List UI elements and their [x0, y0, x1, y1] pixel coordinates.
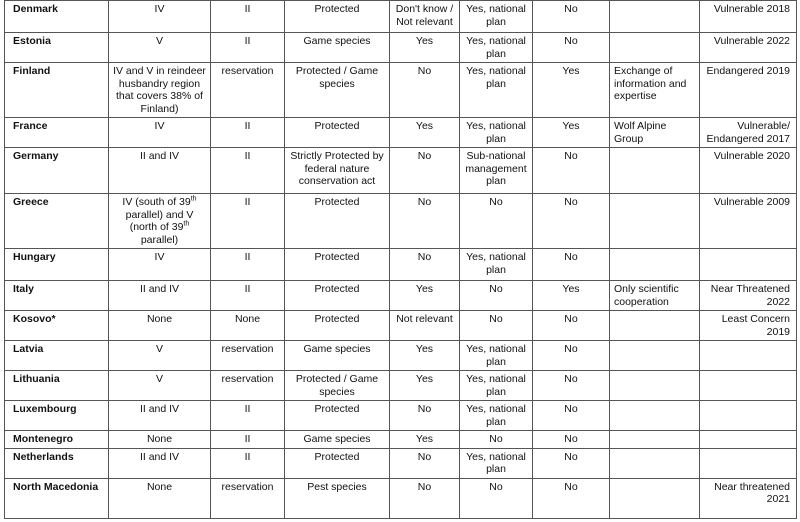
col7-cell: Yes	[533, 63, 610, 118]
table-row	[5, 341, 797, 371]
annex-cell: IV and V in reindeer husbandry region that covers 38% of Finland)	[109, 63, 211, 118]
cooperation-cell	[610, 148, 700, 194]
plan-cell: Yes, national plan	[460, 448, 533, 478]
redlist-cell: Near threatened 2021	[700, 478, 797, 518]
cooperation-cell	[610, 341, 700, 371]
plan-cell: Yes, national plan	[460, 249, 533, 281]
status-cell: Protected	[285, 249, 390, 281]
redlist-cell	[700, 371, 797, 401]
country-cell: Luxembourg	[5, 401, 109, 431]
redlist-cell: Least Concern 2019	[700, 311, 797, 341]
country-cell: Lithuania	[5, 371, 109, 401]
country-cell: Germany	[5, 148, 109, 194]
col5-cell: Yes	[390, 341, 460, 371]
plan-cell: Yes, national plan	[460, 1, 533, 33]
plan-cell: Yes, national plan	[460, 401, 533, 431]
col7-cell: No	[533, 1, 610, 33]
bern-cell: reservation	[211, 478, 285, 518]
col7-cell: No	[533, 148, 610, 194]
annex-cell: None	[109, 431, 211, 449]
status-cell: Game species	[285, 341, 390, 371]
col7-cell: No	[533, 194, 610, 249]
table-row	[5, 194, 797, 249]
annex-cell	[109, 194, 211, 249]
plan-cell: Yes, national plan	[460, 63, 533, 118]
col5-cell: No	[390, 194, 460, 249]
redlist-cell	[700, 341, 797, 371]
col7-cell: No	[533, 448, 610, 478]
status-cell: Game species	[285, 431, 390, 449]
cooperation-cell	[610, 371, 700, 401]
table-row	[5, 118, 797, 148]
redlist-cell: Vulnerable 2018	[700, 1, 797, 33]
annex-cell: IV	[109, 249, 211, 281]
redlist-cell: Vulnerable 2009	[700, 194, 797, 249]
col5-cell: No	[390, 249, 460, 281]
table-row	[5, 478, 797, 518]
status-cell: Protected	[285, 311, 390, 341]
bern-cell: II	[211, 401, 285, 431]
status-cell: Protected	[285, 281, 390, 311]
redlist-cell: Near Threatened 2022	[700, 281, 797, 311]
annex-cell: II and IV	[109, 281, 211, 311]
table-row	[5, 148, 797, 194]
country-cell: Estonia	[5, 33, 109, 63]
col5-cell: No	[390, 63, 460, 118]
plan-cell: No	[460, 281, 533, 311]
cooperation-cell	[610, 1, 700, 33]
table-row	[5, 249, 797, 281]
country-cell: Italy	[5, 281, 109, 311]
col5-cell: No	[390, 401, 460, 431]
col7-cell: No	[533, 33, 610, 63]
status-cell: Protected	[285, 401, 390, 431]
redlist-cell	[700, 448, 797, 478]
bern-cell: II	[211, 448, 285, 478]
status-cell: Protected	[285, 194, 390, 249]
status-cell: Protected	[285, 1, 390, 33]
bern-cell: None	[211, 311, 285, 341]
bern-cell: II	[211, 281, 285, 311]
cooperation-cell	[610, 478, 700, 518]
country-cell: Latvia	[5, 341, 109, 371]
table-row	[5, 431, 797, 449]
col5-cell: Not relevant	[390, 311, 460, 341]
annex-cell: V	[109, 341, 211, 371]
annex-text-b: parallel) and V (north of 39	[125, 208, 194, 233]
annex-cell: V	[109, 371, 211, 401]
table-row	[5, 401, 797, 431]
redlist-cell	[700, 401, 797, 431]
plan-cell: No	[460, 431, 533, 449]
bern-cell: reservation	[211, 63, 285, 118]
table-row	[5, 448, 797, 478]
col5-cell: No	[390, 448, 460, 478]
status-cell: Protected	[285, 118, 390, 148]
status-cell: Protected / Game species	[285, 63, 390, 118]
table-row	[5, 281, 797, 311]
table-row	[5, 33, 797, 63]
table-row	[5, 63, 797, 118]
redlist-cell: Endangered 2019	[700, 63, 797, 118]
annex-cell: II and IV	[109, 448, 211, 478]
annex-cell: IV	[109, 1, 211, 33]
col7-cell: No	[533, 311, 610, 341]
country-cell: Netherlands	[5, 448, 109, 478]
col7-cell: No	[533, 341, 610, 371]
table-row	[5, 1, 797, 33]
cooperation-cell: Exchange of information and expertise	[610, 63, 700, 118]
bern-cell: II	[211, 33, 285, 63]
cooperation-cell: Wolf Alpine Group	[610, 118, 700, 148]
redlist-cell: Vulnerable 2020	[700, 148, 797, 194]
col5-cell: Yes	[390, 33, 460, 63]
redlist-cell	[700, 431, 797, 449]
annex-cell: IV	[109, 118, 211, 148]
plan-cell: No	[460, 311, 533, 341]
cooperation-cell	[610, 249, 700, 281]
annex-cell: None	[109, 311, 211, 341]
cooperation-cell	[610, 448, 700, 478]
col5-cell: No	[390, 148, 460, 194]
bern-cell: II	[211, 194, 285, 249]
col7-cell: No	[533, 401, 610, 431]
redlist-cell: Vulnerable 2022	[700, 33, 797, 63]
bern-cell: II	[211, 249, 285, 281]
country-cell: Kosovo*	[5, 311, 109, 341]
annex-cell: None	[109, 478, 211, 518]
redlist-cell	[700, 249, 797, 281]
cooperation-cell	[610, 311, 700, 341]
cooperation-cell	[610, 33, 700, 63]
annex-cell: II and IV	[109, 401, 211, 431]
superscript-th: th	[190, 195, 197, 203]
cooperation-cell: Only scientific cooperation	[610, 281, 700, 311]
bern-cell: II	[211, 118, 285, 148]
cooperation-cell	[610, 431, 700, 449]
country-cell: North Macedonia	[5, 478, 109, 518]
plan-cell: Yes, national plan	[460, 118, 533, 148]
bern-cell: II	[211, 1, 285, 33]
col7-cell: Yes	[533, 281, 610, 311]
country-cell: Finland	[5, 63, 109, 118]
col5-cell: Yes	[390, 371, 460, 401]
col5-cell: Yes	[390, 431, 460, 449]
bern-cell: reservation	[211, 371, 285, 401]
annex-text-c: parallel)	[140, 233, 179, 246]
country-cell: Denmark	[5, 1, 109, 33]
annex-text-a: IV (south of 39	[122, 196, 191, 208]
col5-cell: Yes	[390, 118, 460, 148]
plan-cell: Yes, national plan	[460, 341, 533, 371]
cooperation-cell	[610, 194, 700, 249]
status-cell: Protected / Game species	[285, 371, 390, 401]
col7-cell: No	[533, 249, 610, 281]
redlist-cell: Vulnerable/ Endangered 2017	[700, 118, 797, 148]
col5-cell: Don't know / Not relevant	[390, 1, 460, 33]
plan-cell: Yes, national plan	[460, 371, 533, 401]
col5-cell: No	[390, 478, 460, 518]
status-cell: Protected	[285, 448, 390, 478]
table-row	[5, 371, 797, 401]
status-cell: Pest species	[285, 478, 390, 518]
bern-cell: II	[211, 431, 285, 449]
plan-cell: No	[460, 478, 533, 518]
superscript-th: th	[183, 220, 190, 228]
col7-cell: No	[533, 431, 610, 449]
annex-cell: II and IV	[109, 148, 211, 194]
country-cell: France	[5, 118, 109, 148]
plan-cell: Sub-national management plan	[460, 148, 533, 194]
country-cell: Greece	[5, 194, 109, 249]
bern-cell: reservation	[211, 341, 285, 371]
plan-cell: No	[460, 194, 533, 249]
annex-cell: V	[109, 33, 211, 63]
col7-cell: No	[533, 478, 610, 518]
plan-cell: Yes, national plan	[460, 33, 533, 63]
country-cell: Hungary	[5, 249, 109, 281]
col5-cell: Yes	[390, 281, 460, 311]
col7-cell: No	[533, 371, 610, 401]
wolf-status-table	[4, 0, 797, 519]
bern-cell: II	[211, 148, 285, 194]
col7-cell: Yes	[533, 118, 610, 148]
status-cell: Strictly Protected by federal nature conservation act	[285, 148, 390, 194]
status-cell: Game species	[285, 33, 390, 63]
table-row	[5, 311, 797, 341]
cooperation-cell	[610, 401, 700, 431]
country-cell: Montenegro	[5, 431, 109, 449]
